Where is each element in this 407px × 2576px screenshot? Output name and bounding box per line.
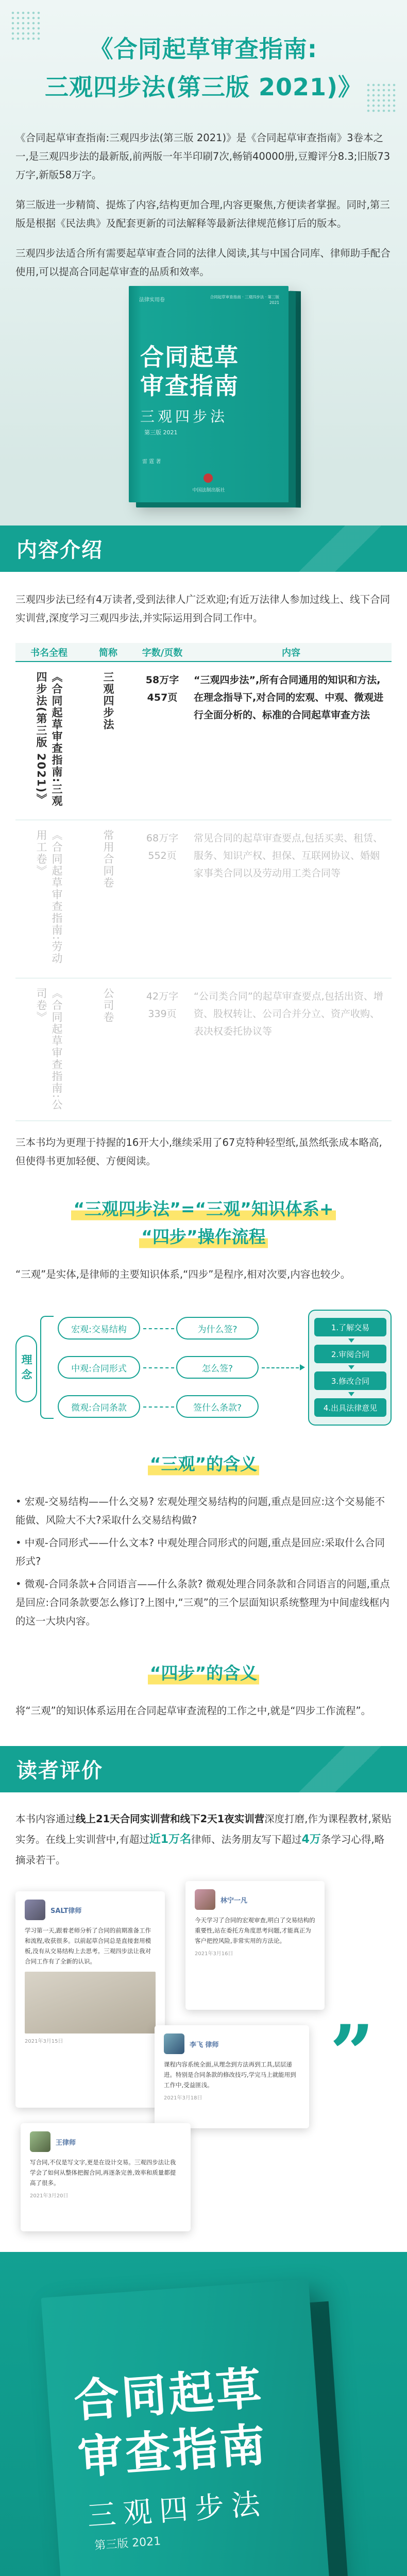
section-title-four-steps-text: “四步”的含义: [148, 1659, 259, 1687]
section-title-method-line-2: “四步”操作流程: [139, 1223, 267, 1251]
reviews-collage: [0, 1881, 407, 2252]
avatar: [25, 1900, 45, 1920]
table-cell-content: “三观四步法”,所有合同通用的知识和方法,在理念指导下,对合同的宏观、中观、微观进行全面分析的、标准的合同起草审查方法: [194, 674, 384, 721]
list-item: • 中观-合同形式——什么文本? 中观处理合同形式的问题,重点是回应:采取什么合同形式?: [15, 1537, 385, 1567]
diagram-connector: [143, 1367, 174, 1368]
review-author: SALT律师: [50, 1907, 82, 1915]
book-subtitle: 三观四步法: [140, 408, 228, 425]
review-text: 今天学习了合同的宏观审查,明白了交易结构的重要性,站在委托方角度思考问题,才能真正为客户把控风险,非常实用的方法论。: [195, 1917, 315, 1944]
table-cell-name: 《合同起草审查指南:劳动用工卷》: [35, 829, 63, 965]
diagram-arrow-line: [262, 1367, 299, 1368]
book-cover-large: [41, 2279, 341, 2576]
reviews-intro-text: 律师、法务朋友写下超过: [191, 1834, 302, 1845]
book-title-line-2: 审查指南: [76, 2418, 269, 2484]
arrow-down-icon: [348, 1338, 354, 1343]
section-title-method-line-1: “三观四步法”=“三观”知识体系+: [71, 1195, 335, 1223]
diagram-question-how: 怎么签?: [176, 1356, 259, 1379]
spacer: [0, 1725, 407, 1746]
book-cover-note: 合同起草审查指南 · 三观四步法 · 第三版 2021: [210, 295, 279, 305]
bottom-book-section: [0, 2252, 407, 2576]
diagram-steps-box: [308, 1310, 392, 1426]
book-cover: [129, 286, 289, 502]
review-card: [21, 2123, 191, 2231]
review-date: 2021年3月18日: [164, 2095, 202, 2101]
section-title-reviews: 读者评价: [16, 1759, 103, 1783]
band-decoration: [273, 1746, 407, 1792]
review-card: [155, 2025, 309, 2128]
diagram-connector: [143, 1406, 174, 1408]
diagram-step-1: 1.了解交易: [314, 1318, 386, 1336]
arrow-down-icon: [348, 1365, 354, 1369]
hero-title-line-1: 《合同起草审查指南:: [89, 35, 318, 63]
table-row: [15, 820, 392, 978]
diagram-pill-macro: 宏观:交易结构: [58, 1317, 140, 1340]
book-title-line-1: 合同起草: [72, 2361, 265, 2428]
table-cell-words: 58万字: [145, 674, 179, 686]
table-row: [15, 978, 392, 1121]
book-subtitle: 三观四步法: [86, 2487, 268, 2533]
book-info-table: [15, 643, 392, 1121]
review-author: 李飞 律师: [190, 2041, 219, 2049]
review-date: 2021年3月15日: [25, 2039, 63, 2044]
content-intro: 三观四步法已经有4万读者,受到法律人广泛欢迎;有近万法律人参加过线上、线下合同实训营,深度学习三观四步法,并实际运用到合同工作中。: [15, 594, 391, 624]
book-publisher: 中国法制出版社: [192, 488, 225, 493]
arrow-right-icon: [300, 1364, 305, 1370]
book-edition: 第三版 2021: [144, 429, 178, 436]
diagram-center-label: 理念: [15, 1335, 37, 1402]
diagram-question-why: 为什么签?: [176, 1317, 259, 1340]
review-date: 2021年3月20日: [30, 2193, 69, 2199]
diagram-step-4: 4.出具法律意见: [314, 1398, 386, 1417]
publisher-logo-icon: [204, 473, 213, 483]
hero-title-line-2: 三观四步法(第三版 2021)》: [44, 73, 363, 101]
table-cell-abbr: 常用合同卷: [102, 829, 114, 889]
hero-paragraph-1: 《合同起草审查指南:三观四步法(第三版 2021)》是《合同起草审查指南》3卷本之一,是三观四步法的最新版,前两版一年半印刷7次,畅销40000册,豆瓣评分8.3;旧版73万字,新版58万字。: [15, 132, 391, 181]
section-title-method: [0, 1195, 407, 1251]
table-header-name: 书名全程: [15, 643, 82, 662]
section-band-reviews: [0, 1746, 407, 1792]
review-text: 学习第一天,跟着老师分析了合同的前期准备工作和流程,收获很多。以前起草合同总是直接套用模板,没有从交易结构上去思考。三观四步法让我对合同工作有了全新的认识。: [25, 1927, 151, 1965]
avatar: [195, 1889, 215, 1910]
paper-note: 三本书均为更理于持握的16开大小,继续采用了67克特种轻型纸,虽然纸张成本略高,但使得书更加轻便、方便阅读。: [15, 1137, 382, 1167]
book-title: [140, 343, 239, 400]
table-header-abbr: 简称: [82, 643, 134, 662]
diagram-question-what: 签什么条款?: [176, 1395, 259, 1418]
table-row: [15, 662, 392, 820]
reviews-count-notes: 4万: [301, 1833, 321, 1846]
table-cell-content: 常见合同的起草审查要点,包括买卖、租赁、服务、知识产权、担保、互联网协议、婚姻家事类合同以及劳动用工类合同等: [194, 833, 383, 879]
list-item: • 宏观-交易结构——什么交易? 宏观处理交易结构的问题,重点是回应:这个交易能不能做、风险大不大?采取什么交易结构做?: [15, 1496, 385, 1526]
arrow-down-icon: [348, 1392, 354, 1396]
avatar: [30, 2131, 50, 2152]
review-card: [15, 1891, 165, 2108]
reviews-intro-text: 本书内容通过: [15, 1813, 76, 1825]
table-cell-pages: 552页: [148, 850, 177, 861]
table-cell-name: 《合同起草审查指南:公司卷》: [35, 988, 63, 1111]
review-card-header: [164, 2033, 300, 2054]
review-card-header: [195, 1889, 315, 1910]
review-photo: [25, 1972, 156, 2033]
diagram-step-2: 2.审阅合同: [314, 1345, 386, 1363]
diagram-pill-meso: 中观:合同形式: [58, 1356, 140, 1379]
table-cell-content: “公司类合同”的起草审查要点,包括出资、增资、股权转让、公司合并分立、资产收购、表决权委托协议等: [194, 991, 383, 1037]
table-cell-words: 68万字: [146, 833, 179, 844]
review-date: 2021年3月16日: [195, 1951, 233, 1957]
reviews-intro-highlight: 线上21天合同实训营和线下2天1夜实训营: [76, 1813, 265, 1825]
band-decoration: [273, 526, 407, 572]
review-author: 王律师: [56, 2139, 76, 2147]
table-header-content: 内容: [191, 643, 392, 662]
avatar: [164, 2033, 184, 2054]
book-spine: [290, 291, 301, 508]
section-band-content: [0, 526, 407, 572]
hero-title: [0, 30, 407, 106]
review-text: 课程内容系统全面,从理念到方法再到工具,层层递进。特别是合同条款的修改技巧,学完马上就能用到工作中,受益匪浅。: [164, 2061, 296, 2089]
four-steps-paragraph: 将“三观”的知识体系运用在合同起草审查流程的工作之中,就是“四步工作流程”。: [15, 1705, 371, 1717]
reviews-intro: [0, 1792, 407, 1876]
method-paragraph: “三观”是实体,是律师的主要知识体系,“四步”是程序,相对次要,内容也较少。: [15, 1268, 351, 1280]
table-header-words: 字数/页数: [134, 643, 191, 662]
hero-description: [15, 129, 392, 293]
section-title-content: 内容介绍: [16, 538, 103, 562]
hero-paragraph-3: 三观四步法适合所有需要起草审查合同的法律人阅读,其与中国合同库、律师助手配合使用,可以提高合同起草审查的品质和效率。: [15, 247, 391, 278]
table-header-row: [15, 643, 392, 662]
diagram-pill-micro: 微观:合同条款: [58, 1395, 140, 1418]
book-edition: 第三版 2021: [94, 2535, 161, 2553]
table-cell-abbr: 三观四步法: [102, 671, 114, 731]
review-card-header: [30, 2131, 181, 2152]
section-title-three-views: [0, 1450, 407, 1478]
reviews-intro-text: 深度打磨,作为课程教材,紧贴实务。在线上实训营中,有超过: [15, 1813, 392, 1845]
reviews-count-readers: 近1万名: [149, 1833, 192, 1846]
diagram-connector: [143, 1328, 174, 1329]
reviews-intro-text: 条学习心得,略摘录若干。: [15, 1834, 385, 1866]
quote-icon: ”: [330, 2008, 375, 2099]
book-title: [72, 2360, 269, 2486]
diagram-step-3: 3.修改合同: [314, 1371, 386, 1390]
table-cell-abbr: 公司卷: [102, 988, 114, 1023]
section-title-four-steps: [0, 1659, 407, 1687]
table-cell-name: 《合同起草审查指南:三观四步法(第三版 2021)》: [35, 671, 63, 807]
diagram-bracket: [40, 1316, 54, 1419]
list-item: • 微观-合同条款+合同语言——什么条款? 微观处理合同条款和合同语言的问题,重点是回应:合同条款要怎么修订?上图中,“三观”的三个层面知识系统整理为中间虚线框内的这一大块内容。: [15, 1578, 390, 1627]
table-cell-pages: 457页: [147, 692, 178, 703]
review-card: [185, 1881, 325, 2010]
table-cell-words: 42万字: [146, 991, 179, 1002]
method-diagram: [15, 1304, 392, 1431]
hero-paragraph-2: 第三版进一步精简、提炼了内容,结构更加合理,内容更聚焦,方便读者掌握。同时,第三版是根据《民法典》及配套更新的司法解释等最新法律规范修订后的版本。: [15, 199, 390, 229]
section-title-three-views-text: “三观”的含义: [148, 1450, 259, 1478]
book-title-line-1: 合同起草: [140, 343, 239, 371]
review-text: 写合同,不仅是写文字,更是在设计交易。三观四步法让我学会了如何从整体把握合同,再逐条完善,效率和质量都提高了很多。: [30, 2159, 176, 2187]
book-author: 雷 霆 著: [142, 459, 161, 465]
book-series-tag: 法律实用卷: [139, 297, 165, 303]
table-cell-pages: 339页: [148, 1008, 177, 1020]
book-title-line-2: 审查指南: [140, 372, 239, 400]
book-table: [15, 643, 392, 1121]
review-author: 林宁一凡: [221, 1896, 248, 1905]
three-views-list: [0, 1488, 407, 1640]
review-card-header: [25, 1900, 156, 1920]
